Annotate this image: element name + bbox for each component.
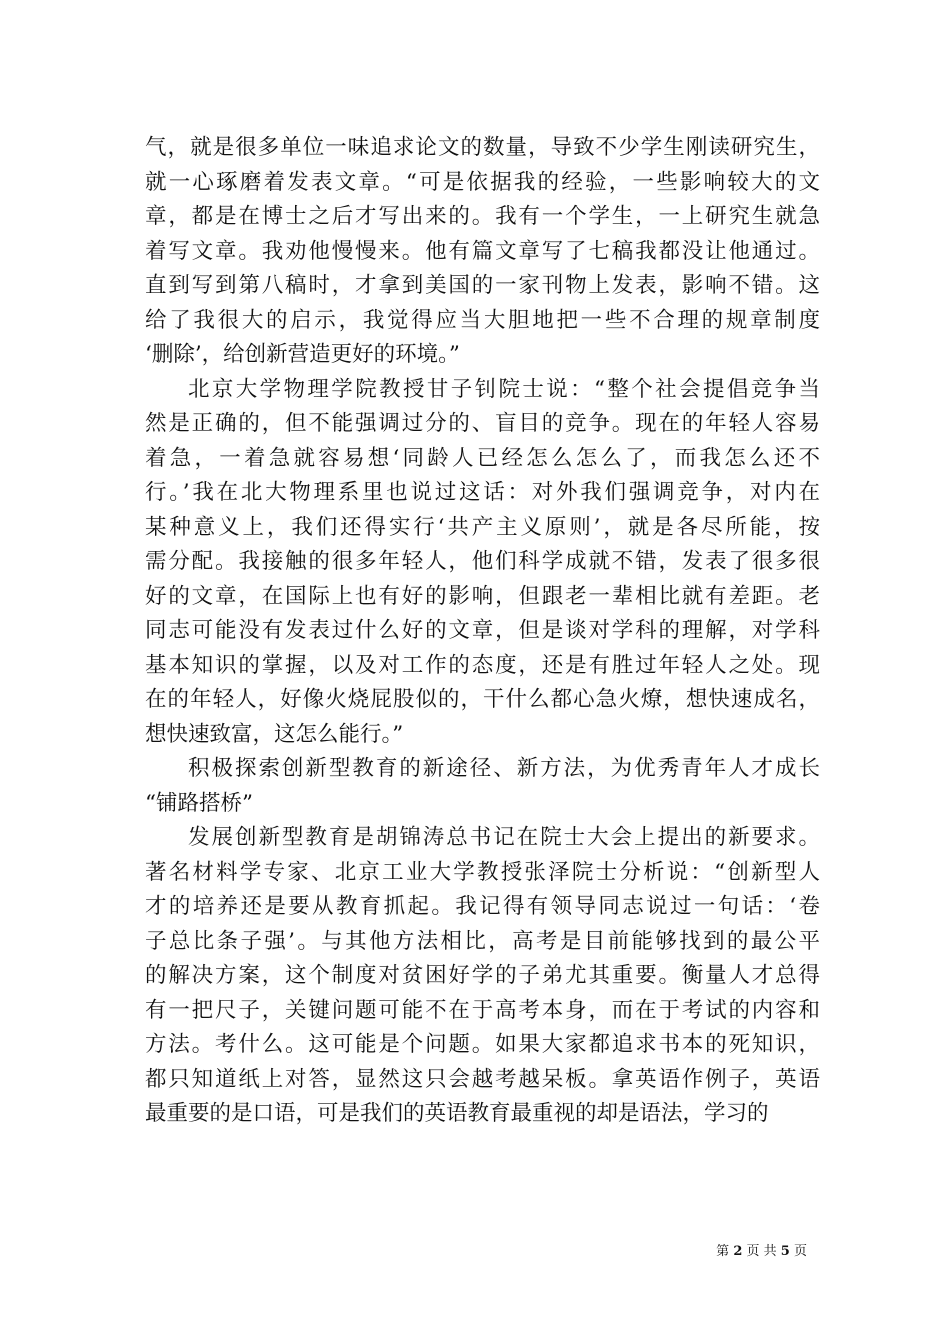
- text-line: 才的培养还是要从教育抓起。我记得有领导同志说过一句话：‘卷: [145, 894, 820, 919]
- text-line: 同志可能没有发表过什么好的文章，但是谈对学科的理解，对学科: [145, 618, 820, 643]
- paragraph: [145, 821, 820, 1132]
- text-line: 给了我很大的启示，我觉得应当大胆地把一些不合理的规章制度: [145, 307, 820, 333]
- text-line: 最重要的是口语，可是我们的英语教育最重视的却是语法，学习的: [145, 1101, 769, 1126]
- text-line: 基本知识的掌握，以及对工作的态度，还是有胜过年轻人之处。现: [145, 652, 820, 678]
- text-line: 气，就是很多单位一味追求论文的数量，导致不少学生刚读研究生，: [145, 135, 820, 160]
- footer-current-page: 2: [733, 1244, 743, 1259]
- footer-prefix: 第: [716, 1244, 730, 1259]
- text-line: 发展创新型教育是胡锦涛总书记在院士大会上提出的新要求。: [188, 825, 820, 850]
- text-line: 直到写到第八稿时，才拿到美国的一家刊物上发表，影响不错。这: [145, 273, 820, 298]
- text-line: 着急，一着急就容易想‘同龄人已经怎么怎么了，而我怎么还不: [145, 445, 820, 471]
- text-line: 子总比条子强’。与其他方法相比，高考是目前能够找到的最公平: [145, 928, 820, 954]
- text-line: 有一把尺子，关键问题可能不在于高考本身，而在于考试的内容和: [145, 997, 820, 1023]
- text-line: 积极探索创新型教育的新途径、新方法，为优秀青年人才成长: [188, 756, 820, 781]
- text-line: “铺路搭桥”: [145, 790, 253, 816]
- text-line: ‘删除’，给创新营造更好的环境。”: [145, 342, 460, 367]
- paragraph: [145, 373, 820, 753]
- text-line: 的解决方案，这个制度对贫困好学的子弟尤其重要。衡量人才总得: [145, 963, 820, 988]
- text-line: 章，都是在博士之后才写出来的。我有一个学生，一上研究生就急: [145, 204, 820, 229]
- text-line: 就一心琢磨着发表文章。“可是依据我的经验，一些影响较大的文: [145, 169, 820, 195]
- text-line: 某种意义上，我们还得实行‘共产主义原则’，就是各尽所能，按: [145, 514, 820, 540]
- text-line: 著名材料学专家、北京工业大学教授张泽院士分析说：“创新型人: [145, 859, 820, 885]
- footer-total-pages: 5: [780, 1244, 790, 1259]
- text-line: 行。’我在北大物理系里也说过这话：对外我们强调竞争，对内在: [145, 480, 820, 505]
- text-line: 北京大学物理学院教授甘子钊院士说：“整个社会提倡竞争当: [188, 376, 820, 402]
- footer-middle: 页 共: [746, 1244, 777, 1259]
- text-line: 需分配。我接触的很多年轻人，他们科学成就不错，发表了很多很: [145, 549, 820, 574]
- text-line: 好的文章，在国际上也有好的影响，但跟老一辈相比就有差距。老: [145, 583, 820, 609]
- body-text: [145, 131, 820, 1132]
- text-line: 着写文章。我劝他慢慢来。他有篇文章写了七稿我都没让他通过。: [145, 238, 820, 264]
- text-line: 然是正确的，但不能强调过分的、盲目的竞争。现在的年轻人容易: [145, 411, 820, 436]
- paragraph: [145, 752, 820, 821]
- text-line: 在的年轻人，好像火烧屁股似的，干什么都心急火燎，想快速成名，: [145, 687, 820, 712]
- text-line: 都只知道纸上对答，显然这只会越考越呆板。拿英语作例子，英语: [145, 1066, 820, 1092]
- page-footer: [716, 1243, 807, 1261]
- text-line: 方法。考什么。这可能是个问题。如果大家都追求书本的死知识，: [145, 1032, 820, 1057]
- paragraph: [145, 131, 820, 373]
- text-line: 想快速致富，这怎么能行。”: [145, 721, 404, 747]
- footer-suffix: 页: [793, 1244, 807, 1259]
